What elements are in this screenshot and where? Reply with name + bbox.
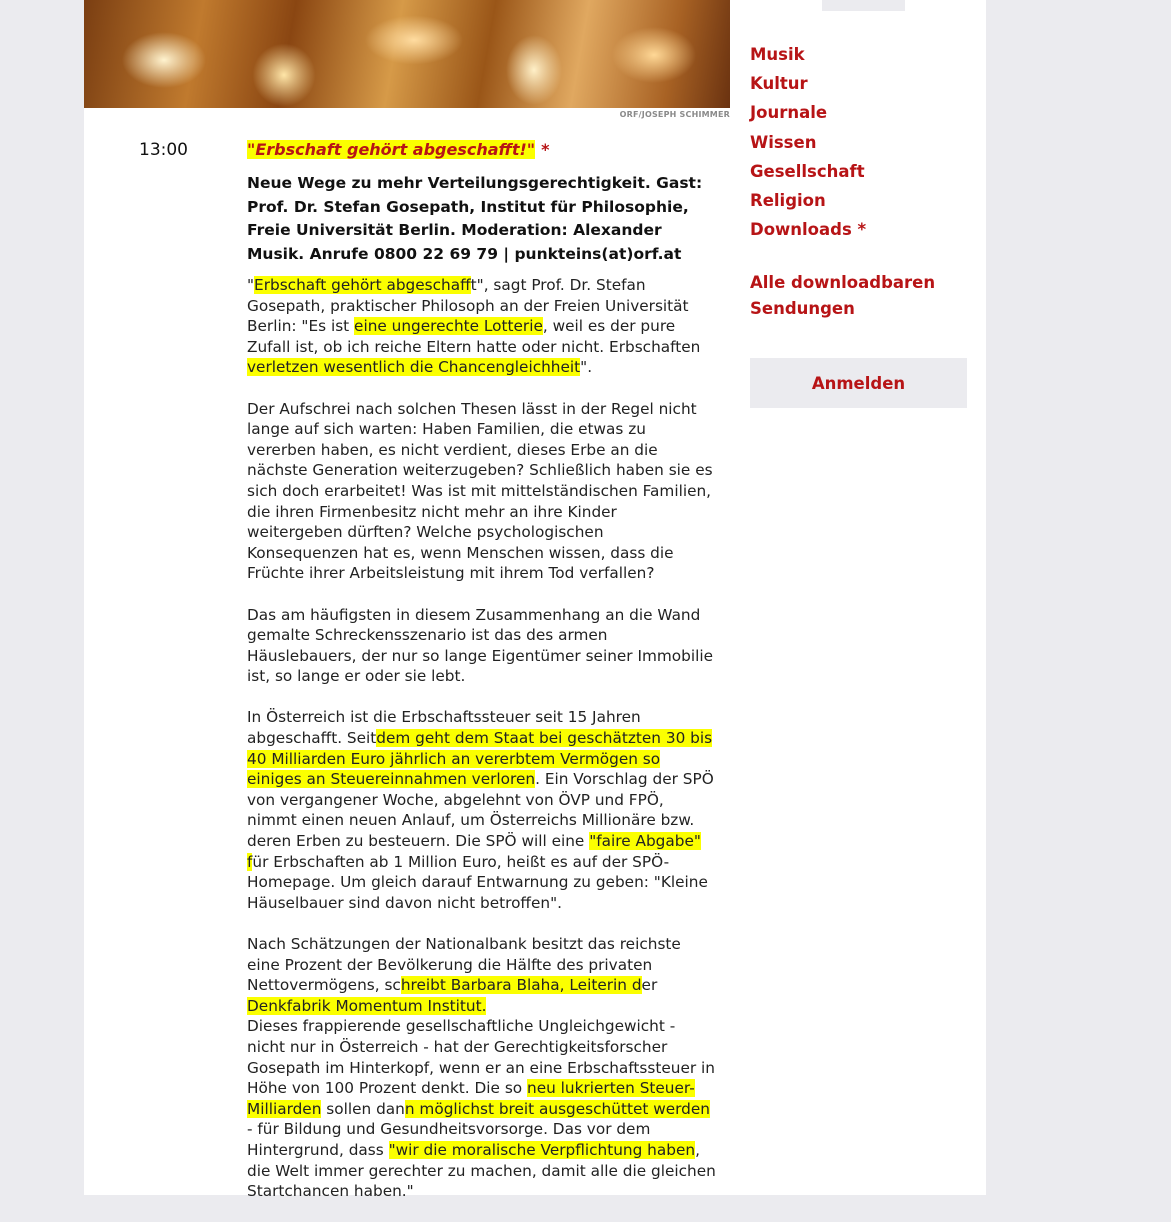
all-downloads-link[interactable]: Alle downloadbaren Sendungen [750, 273, 936, 319]
program-lead: Neue Wege zu mehr Verteilungsgerechtigkeit. Gast: Prof. Dr. Stefan Gosepath, Institut für Philosophie, Freie Universität Berlin. Moderation: Alexander Musik. Anrufe 0800 22 69 79 | punkteins(at)orf.at [247, 174, 703, 263]
program-time: 13:00 [139, 140, 188, 160]
program-title-text[interactable]: "Erbschaft gehört abgeschafft!" [247, 140, 536, 159]
paragraph-5: Nach Schätzungen der Nationalbank besitzt das reichste eine Prozent der Bevölkerung die Hälfte des privaten Nettovermögens, schreibt Barbara Blaha, Leiterin der Denkfabrik Momentum Institut. Dieses frappierende gesellschaftliche Ungleichgewicht - nicht nur in Österreich - hat der Gerechtigkeitsforscher Gosepath im Hinterkopf, wenn er an eine Erbschaftssteuer in Höhe von 100 Prozent denkt. Die so neu lukrierten Steuer-Milliarden sollen dann möglichst breit ausgeschüttet werden - für Bildung und Gesundheitsvorsorge. Das vor dem Hintergrund, dass "wir die moralische Verpflichtung haben, die Welt immer gerechter zu machen, damit alle die gleichen Startchancen haben." [247, 935, 716, 1201]
sidebar-item-journale[interactable]: Journale [750, 103, 828, 123]
header-image [84, 0, 730, 108]
sidebar-item-kultur[interactable]: Kultur [750, 74, 808, 94]
highlight: verletzen wesentlich die Chancengleichheit [247, 358, 581, 377]
paragraph-4: In Österreich ist die Erbschaftssteuer seit 15 Jahren abgeschafft. Seitdem geht dem Staat bei geschätzten 30 bis 40 Milliarden Euro jährlich an vererbtem Vermögen so einiges an Steuereinnahmen verloren. Ein Vorschlag der SPÖ von vergangener Woche, abgelehnt von ÖVP und FPÖ, nimmt einen neuen Anlauf, um Österreichs Millionäre bzw. deren Erben zu besteuern. Die SPÖ will eine "faire Abgabe" für Erbschaften ab 1 Million Euro, heißt es auf der SPÖ-Homepage. Um gleich darauf Entwarnung zu geben: "Kleine Häuselbauer sind davon nicht betroffen". [247, 708, 714, 912]
highlight: dem geht dem Staat bei geschätzten 30 bis 40 Milliarden Euro jährlich an vererbtem Vermögen so einiges an Steuereinnahmen verloren [247, 729, 713, 789]
highlight: hreibt Barbara Blaha, Leiterin d [400, 976, 642, 995]
highlight: "faire Abgabe" f [247, 832, 701, 871]
sidebar-item-religion[interactable]: Religion [750, 191, 826, 211]
sidebar-item-gesellschaft[interactable]: Gesellschaft [750, 161, 865, 181]
top-tab[interactable] [822, 0, 905, 11]
paragraph-2: Der Aufschrei nach solchen Thesen lässt in der Regel nicht lange auf sich warten: Haben Familien, die etwas zu vererben haben, es nicht verdient, dieses Erbe an die nächste Generation weiterzugeben? Schließlich haben sie es sich doch erarbeitet! Was ist mit mittelständischen Familien, die ihren Firmenbesitz nicht mehr an ihre Kinder weitergeben dürften? Welche psychologischen Konsequenzen hat es, wenn Menschen wissen, dass die Früchte ihrer Arbeitsleistung mit ihrem Tod verfallen? [247, 399, 713, 583]
program-title[interactable] [247, 138, 717, 162]
sidebar-item-musik[interactable]: Musik [750, 45, 805, 64]
highlight: eine ungerechte Lotterie [354, 317, 543, 336]
highlight: n möglichst breit ausgeschüttet werden [404, 1099, 710, 1118]
program-title-marker: * [541, 140, 550, 159]
article-body [247, 275, 717, 1202]
highlight: neu lukrierten Steuer-Milliarden [247, 1079, 695, 1118]
login-button[interactable]: Anmelden [750, 358, 967, 408]
sidebar-item-downloads[interactable]: Downloads * [750, 220, 867, 240]
image-credit: ORF/JOSEPH SCHIMMER [619, 110, 730, 119]
highlight: Denkfabrik Momentum Institut. [247, 996, 487, 1015]
sidebar-item-wissen[interactable]: Wissen [750, 132, 817, 152]
highlight: Erbschaft gehört abgeschaff [254, 276, 471, 294]
sidebar-nav [750, 40, 966, 322]
paragraph-3: Das am häufigsten in diesem Zusammenhang an die Wand gemalte Schreckensszenario ist das des armen Häuslebauers, der nur so lange Eigentümer seiner Immobilie ist, so lange er oder sie lebt. [247, 605, 714, 686]
program-article [247, 138, 717, 1222]
paragraph-1: "Erbschaft gehört abgeschafft", sagt Prof. Dr. Stefan Gosepath, praktischer Philosoph an der Freien Universität Berlin: "Es ist eine ungerechte Lotterie, weil es der pure Zufall ist, ob ich reiche Eltern hatte oder nicht. Erbschaften verletzen wesentlich die Chancengleichheit". [247, 276, 701, 377]
page [84, 0, 986, 1201]
highlight: "wir die moralische Verpflichtung haben [388, 1140, 696, 1159]
